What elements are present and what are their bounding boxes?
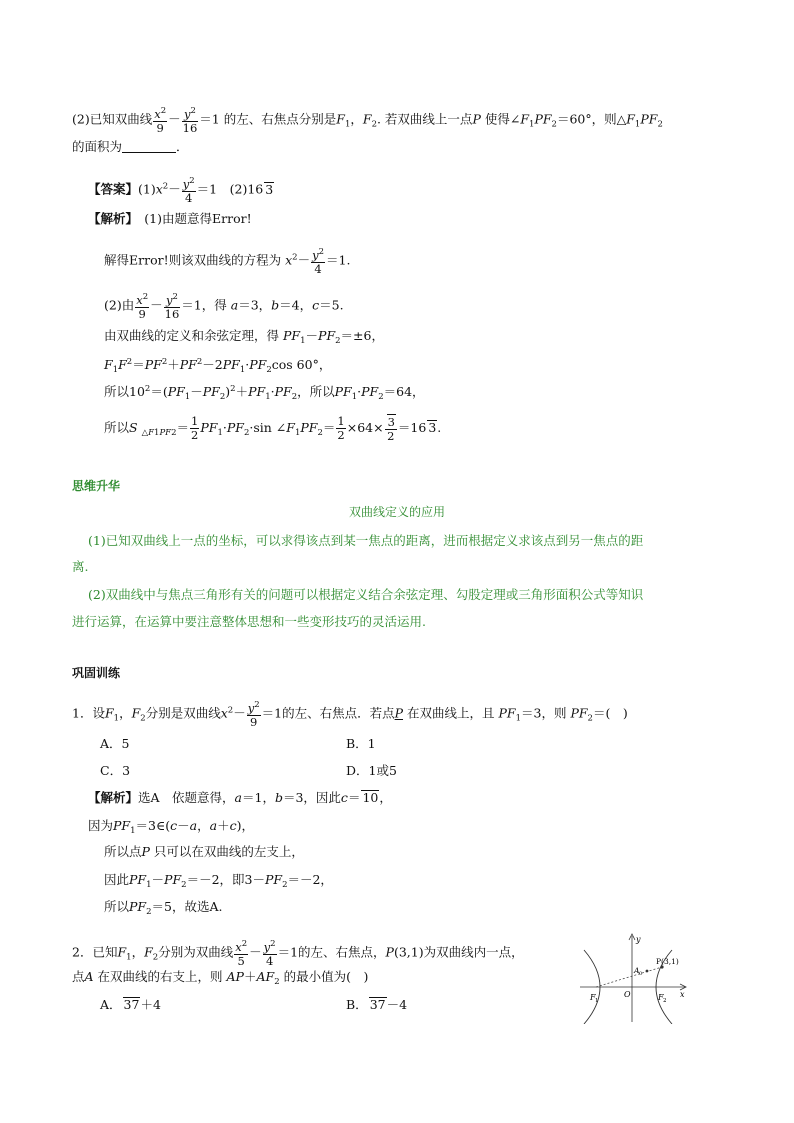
solution-line-1: 解得Error!则该双曲线的方程为 $x^2-$ $\frac{y^2}{4}$ ＝1.: [104, 247, 351, 276]
solution-line-2: (2)由 $\frac{x^2}{9}$ － $\frac{y^2}{16}$ ＝1，得 a＝3，b＝4，c＝5.: [104, 292, 344, 321]
question-2-line-1: 2．已知$F_1$，$F_2$分别为双曲线 $\frac{x^2}{5}$ － $\frac{y^2}{4}$ ＝1的左、右焦点，P(3,1)为双曲线内一点，: [72, 939, 524, 968]
solution-line-3: 由双曲线的定义和余弦定理，得 $PF_1-PF_2=\pm 6$，: [104, 328, 384, 346]
p-label: P(3,1): [656, 957, 679, 966]
q1-solution-2: 因为$PF_1=3\in(c-a$，a＋c)，: [88, 818, 254, 836]
point-a0: [646, 970, 649, 973]
q1-option-c[interactable]: C．3: [100, 763, 131, 778]
problem-2-line-1: (2)已知双曲线 $\frac{x^2}{9}$ － $\frac{y^2}{16}$ ＝1 的左、右焦点分别是$F_1$，$F_2$. 若双曲线上一点P 使得$\angle F_1PF_2=60^\circ$，则$\triangle F_1PF_2$: [72, 106, 663, 135]
solution-line-5: 所以$10^2=(PF_1-PF_2)^2+PF_1\cdot PF_2$，所以$PF_1\cdot PF_2=64$，: [104, 384, 425, 402]
question-1: 1．设$F_1$，$F_2$分别是双曲线$x^2-$ $\frac{y^2}{9}$ ＝1的左、右焦点．若点P 在双曲线上，且 $PF_1=3$，则 $PF_2=$( ): [72, 700, 628, 729]
q1-option-d[interactable]: D．1或5: [346, 763, 397, 778]
q1-option-a[interactable]: A．5: [100, 736, 130, 751]
answer-line: 【答案】$(1)x^2-$ $\frac{y^2}{4}$ ＝1 (2)16 3: [88, 176, 274, 205]
problem-2-line-2: 的面积为 ．: [72, 139, 189, 154]
q2-option-a[interactable]: A． 37＋4: [100, 997, 161, 1012]
q1-solution-4: 因此$PF_1-PF_2=-2$，即$3-PF_2=-2$，: [104, 872, 333, 890]
hyperbola-figure: [576, 930, 700, 1024]
thinking-title: 思维升华: [72, 479, 121, 493]
thinking-p2-b: 进行运算，在运算中要注意整体思想和一些变形技巧的灵活运用.: [72, 614, 426, 629]
q1-solution-5: 所以$PF_2=5$，故选A.: [104, 899, 223, 917]
x-label: x: [680, 990, 685, 999]
thinking-p2-a: (2)双曲线中与焦点三角形有关的问题可以根据定义结合余弦定理、勾股定理或三角形面积公式等知识: [88, 587, 644, 602]
q1-solution-1: 【解析】选A 依题意得，a＝1，b＝3，因此c＝ 10，: [88, 790, 392, 805]
f2-label: F: [658, 993, 664, 1002]
q1-solution-3: 所以点P 只可以在双曲线的左支上，: [104, 844, 304, 859]
dashed-segment: [596, 967, 662, 987]
f1-sub-label: 1: [595, 998, 599, 1004]
q1-option-b[interactable]: B．1: [346, 736, 376, 751]
answer-blank: [122, 140, 176, 153]
thinking-subtitle: 双曲线定义的应用: [348, 505, 445, 519]
q2-option-b[interactable]: B． 37－4: [346, 997, 408, 1012]
y-label: y: [636, 935, 641, 944]
analysis-line: 【解析】 (1)由题意得Error!: [88, 211, 252, 226]
a0-sub-label: 0: [639, 971, 643, 977]
question-2-line-2: 点A 在双曲线的右支上，则 $AP+AF_2$ 的最小值为( ): [72, 969, 369, 987]
a0-label: A: [634, 966, 640, 975]
solution-line-6: 所以S $_{\triangle F1PF2}$＝ $\frac{1}{2}$ $PF_1\cdot PF_2\cdot\sin$ $\angle F_1PF_2=$ $\frac{1}{2}$ ×64× $\frac{3}{2}$ ＝16 3.: [104, 414, 442, 443]
solution-line-4: $F_1F^2=PF^2+PF^2-2PF_1\cdot PF_2\cos$ 60°，: [104, 357, 332, 375]
thinking-p1-a: (1)已知双曲线上一点的坐标，可以求得该点到某一焦点的距离，进而根据定义求该点到另一焦点的距: [88, 533, 644, 548]
f1-label: F: [590, 993, 596, 1002]
thinking-p1-b: 离.: [72, 559, 89, 574]
practice-title: 巩固训练: [72, 666, 121, 680]
f2-sub-label: 2: [663, 998, 667, 1004]
origin-label: O: [624, 990, 631, 999]
